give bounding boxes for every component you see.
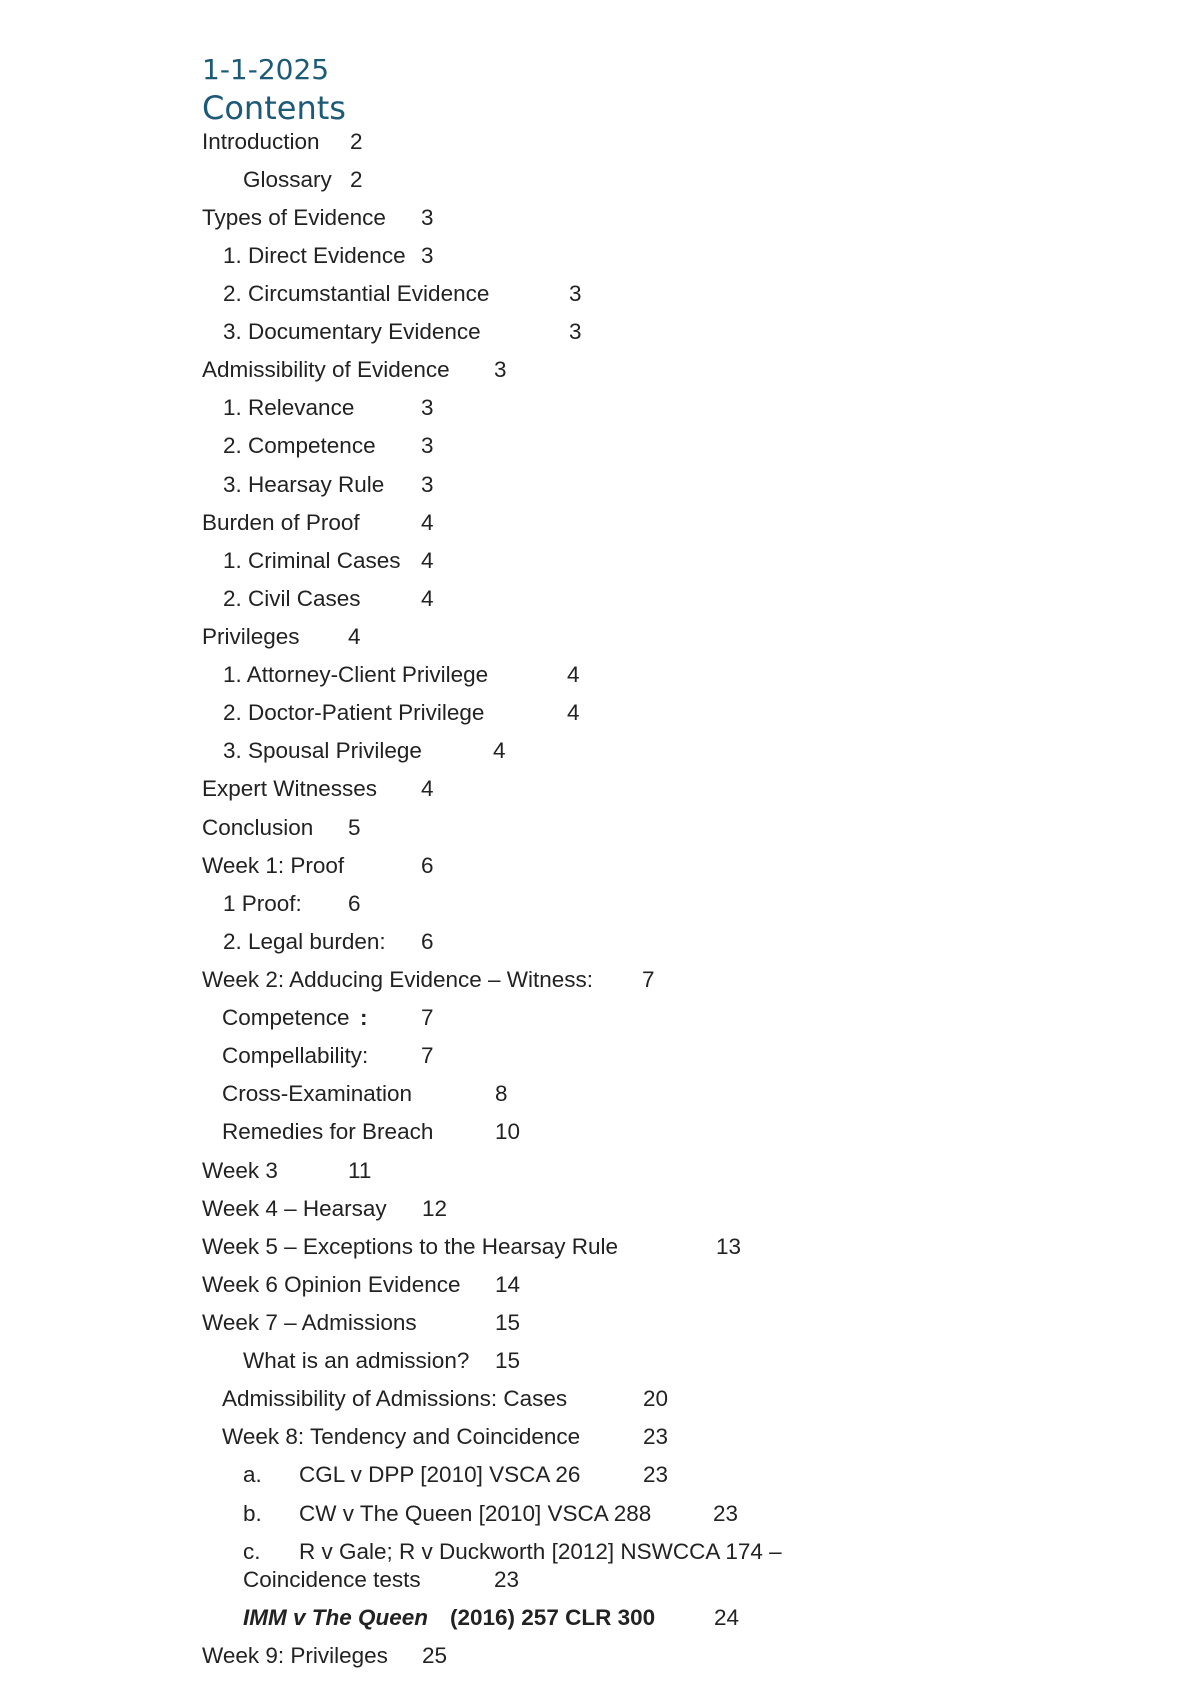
toc-entry-page: 4	[421, 548, 434, 573]
toc-entry-title: Introduction	[202, 129, 320, 154]
toc-entry-page: 8	[495, 1081, 508, 1106]
toc-entry-page: 2	[350, 129, 363, 154]
toc-entry-page: 6	[421, 929, 434, 954]
toc-entry-title: (2016) 257 CLR 300	[450, 1605, 656, 1630]
toc-entry-title: Compellability:	[222, 1043, 369, 1068]
toc-entry-page: 23	[643, 1462, 669, 1487]
toc-entry-marker: c.	[243, 1539, 261, 1564]
toc-entry-page: 25	[422, 1643, 448, 1668]
toc-entry-page: 4	[493, 738, 506, 763]
toc-entry-page: 3	[494, 357, 507, 382]
toc-entry-title: Week 1: Proof	[202, 853, 345, 878]
toc-entry-title: 1 Proof:	[223, 891, 302, 916]
toc-entry-title: 3. Documentary Evidence	[223, 319, 481, 344]
toc-entry-title: 2. Doctor-Patient Privilege	[223, 700, 485, 725]
toc-entry-page: 3	[421, 395, 434, 420]
toc-entry-title: Week 4 – Hearsay	[202, 1196, 387, 1221]
toc-entry-page: 23	[713, 1501, 739, 1526]
toc-entry-title: 2. Circumstantial Evidence	[223, 281, 490, 306]
toc-entry-title: Week 3	[202, 1158, 278, 1183]
toc-entry-page: 3	[569, 281, 582, 306]
toc-entry-page: 5	[348, 815, 361, 840]
toc-entry-page: 20	[643, 1386, 669, 1411]
toc-entry-title: Week 6 Opinion Evidence	[202, 1272, 461, 1297]
toc-entry-page: 23	[494, 1567, 520, 1592]
toc-entry-marker: a.	[243, 1462, 262, 1487]
toc-entry-title: 1. Attorney-Client Privilege	[223, 662, 489, 687]
toc-entry-title: 3. Hearsay Rule	[223, 472, 385, 497]
toc-entry-page: 6	[421, 853, 434, 878]
toc-entry-page: 7	[642, 967, 655, 992]
toc-entry-page: 3	[421, 433, 434, 458]
toc-entry-title: 2. Competence	[223, 433, 376, 458]
toc-entry-title: R v Gale; R v Duckworth [2012] NSWCCA 174 –	[299, 1539, 782, 1564]
toc-entry-page: 23	[643, 1424, 669, 1449]
toc-entry-colon: :	[360, 1005, 368, 1030]
toc-entry-page: 4	[421, 586, 434, 611]
toc-entry-title: 1. Direct Evidence	[223, 243, 406, 268]
toc-entry-page: 7	[421, 1043, 434, 1068]
toc-entry-page: 15	[495, 1348, 521, 1373]
toc-entry-page: 3	[569, 319, 582, 344]
toc-entry-title-continued: Coincidence tests	[243, 1567, 421, 1592]
toc-entry-page: 11	[348, 1158, 372, 1183]
toc-entry-title: 3. Spousal Privilege	[223, 738, 422, 763]
toc-entry-title: Remedies for Breach	[222, 1119, 434, 1144]
toc-entry-page: 4	[567, 662, 580, 687]
toc-entry-title: CGL v DPP [2010] VSCA 26	[299, 1462, 581, 1487]
toc-entry-title: Glossary	[243, 167, 332, 192]
toc-entry-title: Week 9: Privileges	[202, 1643, 388, 1668]
toc-entry-page: 6	[348, 891, 361, 916]
toc-entry-page: 3	[421, 205, 434, 230]
toc-entry-page: 3	[421, 243, 434, 268]
document-date: 1-1-2025	[202, 53, 330, 86]
toc-entry-title: Types of Evidence	[202, 205, 386, 230]
toc-entry-title: CW v The Queen [2010] VSCA 288	[299, 1501, 652, 1526]
toc-entry-title: 1. Criminal Cases	[223, 548, 401, 573]
toc-entry-title: Week 7 – Admissions	[202, 1310, 417, 1335]
toc-entry-page: 15	[495, 1310, 521, 1335]
toc-entry-title: Burden of Proof	[202, 510, 360, 535]
toc-entry-page: 14	[495, 1272, 521, 1297]
toc-entry-page: 7	[421, 1005, 434, 1030]
toc-entry-page: 4	[348, 624, 361, 649]
toc-entry-page: 4	[421, 776, 434, 801]
toc-entry-title: 2. Civil Cases	[223, 586, 361, 611]
toc-entry-title: Expert Witnesses	[202, 776, 378, 801]
toc-entry-page: 12	[422, 1196, 448, 1221]
toc-entry-title: Competence	[222, 1005, 350, 1030]
toc-entry-page: 2	[350, 167, 363, 192]
toc-entry-title: Week 5 – Exceptions to the Hearsay Rule	[202, 1234, 619, 1259]
toc-entry-title: Week 8: Tendency and Coincidence	[222, 1424, 581, 1449]
toc-entry-page: 10	[495, 1119, 521, 1144]
toc-entry-page: 3	[421, 472, 434, 497]
toc-entry-title: 2. Legal burden:	[223, 929, 386, 954]
toc-entry-title: Cross-Examination	[222, 1081, 413, 1106]
toc-entry-title: What is an admission?	[243, 1348, 470, 1373]
toc-entry-page: 4	[567, 700, 580, 725]
toc-entry-case-name: IMM v The Queen	[243, 1605, 429, 1630]
toc-entry-page: 24	[714, 1605, 740, 1630]
toc-entry-page: 4	[421, 510, 434, 535]
toc-entry-title: Week 2: Adducing Evidence – Witness:	[202, 967, 594, 992]
toc-entry-title: 1. Relevance	[223, 395, 355, 420]
toc-entry-title: Privileges	[202, 624, 300, 649]
toc-entry-title: Conclusion	[202, 815, 314, 840]
toc-entry-title: Admissibility of Admissions: Cases	[222, 1386, 568, 1411]
contents-heading: Contents	[202, 89, 346, 127]
toc-entry-page: 13	[716, 1234, 742, 1259]
toc-entry-title: Admissibility of Evidence	[202, 357, 450, 382]
toc-entry-marker: b.	[243, 1501, 262, 1526]
